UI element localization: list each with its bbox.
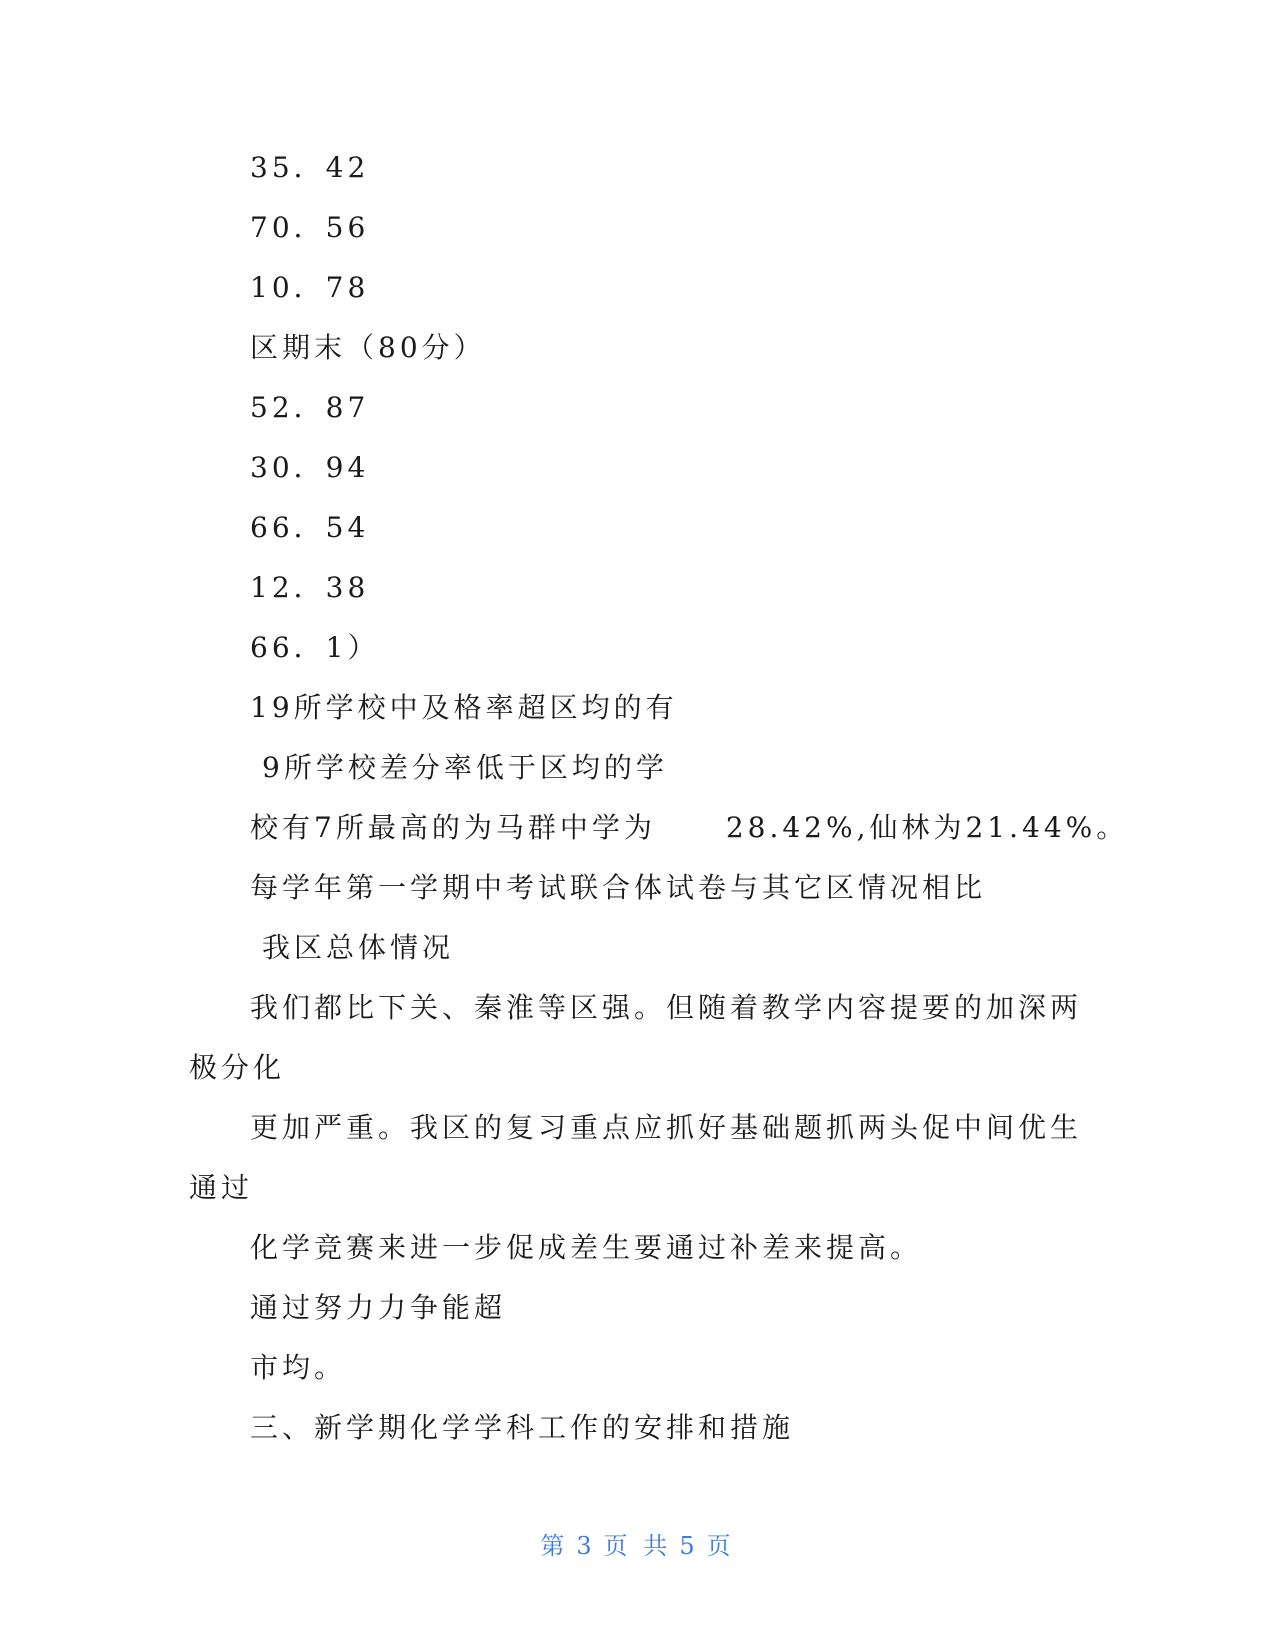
- text-line: 12．38: [250, 571, 370, 604]
- text-segment: 28.42%,仙林为21.44%。: [725, 811, 1129, 844]
- footer-current-page: 3: [576, 1532, 596, 1560]
- footer-prefix: 第: [540, 1532, 569, 1560]
- text-line: 每学年第一学期中考试联合体试卷与其它区情况相比: [250, 871, 987, 904]
- text-line: 30．94: [250, 451, 370, 484]
- footer-mid: 页 共: [603, 1532, 672, 1560]
- text-segment: 校有7所最高的为马群中学为: [250, 811, 656, 844]
- text-line: 35．42: [250, 151, 370, 184]
- text-line: 66．54: [250, 511, 370, 544]
- text-line: 更加严重。我区的复习重点应抓好基础题抓两头促中间优生: [250, 1111, 1083, 1144]
- text-line: 19所学校中及格率超区均的有: [250, 691, 678, 724]
- text-line: 10．78: [250, 271, 370, 304]
- text-line: 市均。: [250, 1351, 347, 1384]
- text-line: 区期末（80分）: [250, 331, 486, 364]
- footer-total-pages: 5: [679, 1532, 699, 1560]
- section-heading: 三、新学期化学学科工作的安排和措施: [250, 1411, 795, 1444]
- text-line: 66．1）: [250, 631, 380, 664]
- page-footer: [0, 1531, 1275, 1561]
- text-line: 52．87: [250, 391, 370, 424]
- text-line: 通过: [189, 1171, 254, 1204]
- text-line: 通过努力力争能超: [250, 1291, 507, 1324]
- text-line: [0, 810, 1275, 846]
- text-line: 化学竞赛来进一步促成差生要通过补差来提高。: [250, 1231, 923, 1264]
- text-line: 极分化: [189, 1051, 286, 1084]
- text-line: 9所学校差分率低于区均的学: [262, 751, 668, 784]
- text-line: 我区总体情况: [262, 931, 455, 964]
- text-line: 70．56: [250, 211, 370, 244]
- text-line: 我们都比下关、秦淮等区强。但随着教学内容提要的加深两: [250, 991, 1083, 1024]
- footer-suffix: 页: [706, 1532, 735, 1560]
